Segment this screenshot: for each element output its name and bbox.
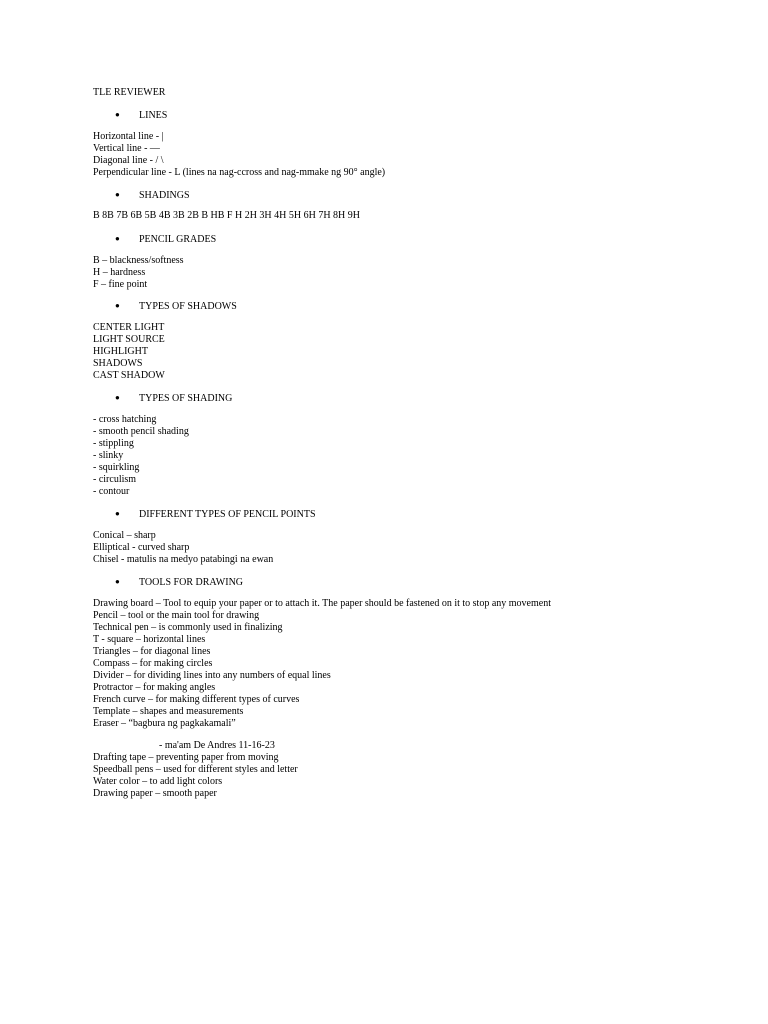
list-item: SHADOWS: [93, 358, 143, 369]
tools-list: [93, 598, 551, 730]
list-item: Protractor – for making angles: [93, 682, 216, 693]
list-item: HIGHLIGHT: [93, 346, 148, 357]
bullet-icon: ●: [115, 301, 120, 310]
tools-list-continued: [93, 752, 298, 800]
list-item: - stippling: [93, 438, 134, 449]
section-heading-label: TYPES OF SHADING: [139, 393, 233, 404]
list-item: - cross hatching: [93, 414, 157, 425]
section-heading-label: PENCIL GRADES: [139, 234, 217, 245]
list-item: Divider – for dividing lines into any numbers of equal lines: [93, 670, 331, 681]
list-item: T - square – horizontal lines: [93, 634, 206, 645]
section-heading-shadings: [115, 189, 190, 202]
list-item: Speedball pens – used for different styles and letter: [93, 764, 298, 775]
list-item: Conical – sharp: [93, 530, 156, 541]
section-heading-label: LINES: [139, 110, 168, 121]
list-item: Template – shapes and measurements: [93, 706, 244, 717]
section-heading-label: TYPES OF SHADOWS: [139, 301, 237, 312]
list-item: Pencil – tool or the main tool for drawing: [93, 610, 260, 621]
section-heading-tools-for-drawing: [115, 576, 243, 589]
list-item: H – hardness: [93, 267, 146, 278]
list-item: Eraser – “bagbura ng pagkakamali”: [93, 718, 236, 729]
types-of-shadows-list: [93, 322, 165, 382]
section-heading-label: SHADINGS: [139, 190, 190, 201]
list-item: B – blackness/softness: [93, 255, 184, 266]
bullet-icon: ●: [115, 234, 120, 243]
list-item: Drawing paper – smooth paper: [93, 788, 217, 799]
list-item: B 8B 7B 6B 5B 4B 3B 2B B HB F H 2H 3H 4H 5H 6H 7H 8H 9H: [93, 210, 360, 221]
bullet-icon: ●: [115, 577, 120, 586]
list-item: Technical pen – is commonly used in finalizing: [93, 622, 283, 633]
section-heading-pencil-points: [115, 508, 316, 521]
section-heading-label: TOOLS FOR DRAWING: [139, 577, 244, 588]
list-item: F – fine point: [93, 279, 148, 290]
section-heading-lines: [115, 109, 167, 122]
list-item: Compass – for making circles: [93, 658, 213, 669]
list-item: - contour: [93, 486, 130, 497]
list-item: Chisel - matulis na medyo patabingi na ewan: [93, 554, 274, 565]
section-heading-types-of-shading: [115, 392, 232, 405]
list-item: Drawing board – Tool to equip your paper or to attach it. The paper should be fastened on it to stop any movement: [93, 598, 551, 609]
list-item: Diagonal line - / \: [93, 155, 164, 166]
section-heading-types-of-shadows: [115, 300, 237, 313]
bullet-icon: ●: [115, 393, 120, 402]
list-item: - slinky: [93, 450, 124, 461]
bullet-icon: ●: [115, 509, 120, 518]
document-title: TLE REVIEWER: [93, 87, 166, 98]
list-item: - circulism: [93, 474, 137, 485]
section-heading-pencil-grades: [115, 233, 216, 246]
list-item: - squirkling: [93, 462, 140, 473]
list-item: - smooth pencil shading: [93, 426, 189, 437]
list-item: Perpendicular line - L (lines na nag-ccross and nag-mmake ng 90° angle): [93, 167, 386, 178]
pencil-grades-list: [93, 255, 184, 291]
shadings-list: [93, 210, 360, 222]
types-of-shading-list: [93, 414, 189, 498]
signature-note: - ma'am De Andres 11-16-23: [159, 740, 275, 751]
bullet-icon: ●: [115, 110, 120, 119]
pencil-points-list: [93, 530, 273, 566]
list-item: Drafting tape – preventing paper from moving: [93, 752, 279, 763]
list-item: French curve – for making different types of curves: [93, 694, 300, 705]
list-item: CENTER LIGHT: [93, 322, 165, 333]
list-item: CAST SHADOW: [93, 370, 165, 381]
lines-list: [93, 131, 385, 179]
bullet-icon: ●: [115, 190, 120, 199]
list-item: LIGHT SOURCE: [93, 334, 165, 345]
list-item: Triangles – for diagonal lines: [93, 646, 211, 657]
list-item: Vertical line - ―: [93, 143, 160, 154]
list-item: Horizontal line - |: [93, 131, 164, 142]
list-item: Water color – to add light colors: [93, 776, 223, 787]
section-heading-label: DIFFERENT TYPES OF PENCIL POINTS: [139, 509, 316, 520]
list-item: Elliptical - curved sharp: [93, 542, 190, 553]
